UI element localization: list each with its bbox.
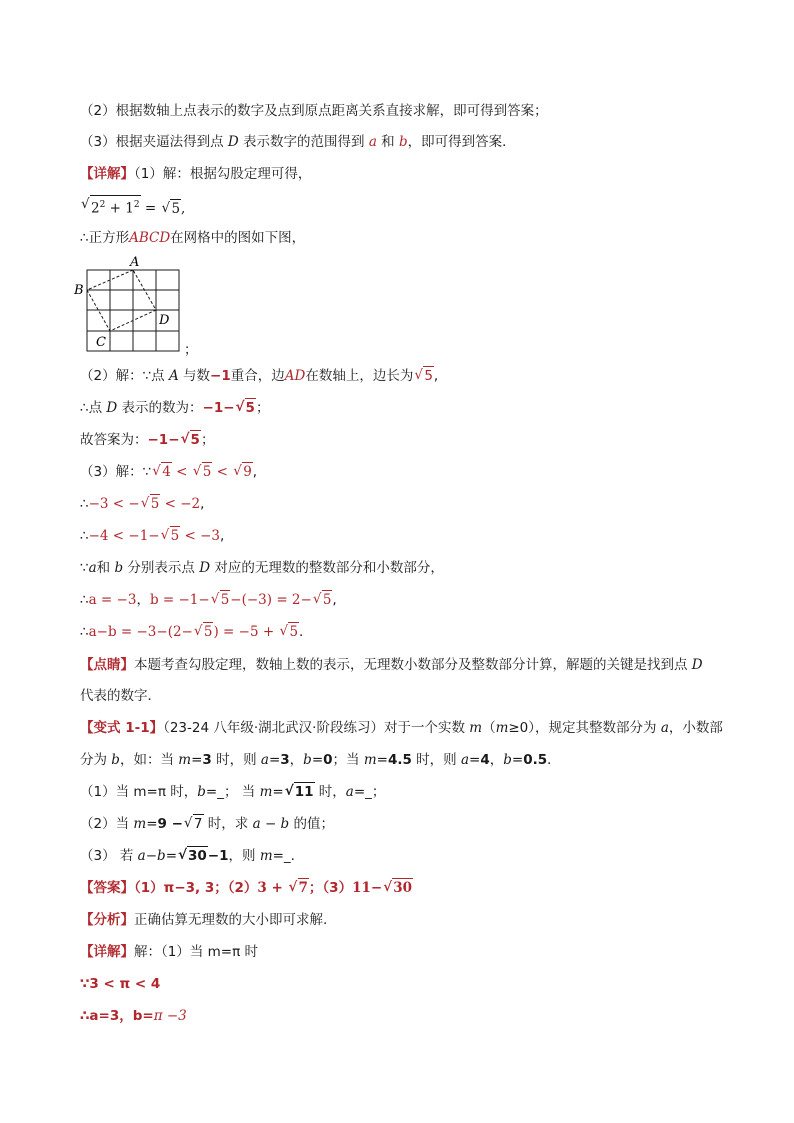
pi-bounds: ∵3 < π < 4	[80, 976, 161, 992]
answer-line: 【答案】（1）π−3, 3；（2）3 + √ 7；（3）11−√ 30	[80, 878, 734, 898]
label-a: A	[130, 255, 140, 270]
part2-solution: （2）解：∵点 A 与数−1重合，边AD在数轴上，边长为√ 5,	[80, 366, 734, 386]
summary-comment-continued: 代表的数字．	[80, 688, 161, 704]
square-grid-figure	[70, 254, 200, 354]
part2-answer: 故答案为：−1−√ 5；	[80, 430, 734, 450]
a-minus-b-result: ∴a−b = −3−(2−√ 5) = −5 + √ 5.	[80, 622, 734, 642]
analysis-step-3: （3）根据夹逼法得到点 D 表示数字的范围得到 a 和 b，即可得到答案．	[80, 134, 516, 150]
variant-problem-intro: 【变式 1-1】（23-24 八年级·湖北武汉·阶段练习）对于一个实数 m（m≥0），规定其整数部分为 a，小数部	[80, 720, 723, 736]
square-abcd	[87, 270, 156, 331]
variant-question-1: （1）当 m=π 时，b=_； 当 m=√ 11 时，a=_；	[80, 782, 734, 802]
variant-problem-example: 分为 b，如：当 m=3 时，则 a=3，b=0；当 m=4.5 时，则 a=4，b=0.5．	[80, 752, 561, 768]
analysis-line: 【分析】正确估算无理数的大小即可求解.	[80, 912, 328, 928]
pi-parts: ∴a=3，b=π −3	[80, 1008, 187, 1024]
inequality-step-1: ∴−3 < −√ 5 < −2,	[80, 494, 734, 514]
ab-values: ∴a = −3，b = −1−√ 5−(−3) = 2−√ 5,	[80, 590, 734, 610]
summary-comment: 【点睛】本题考查勾股定理，数轴上数的表示，无理数小数部分及整数部分计算，解题的关键是找到点 D	[80, 657, 703, 673]
variant-question-3: （3） 若 a−b=√ 30−1，则 m=_.	[80, 846, 734, 866]
detail-heading: 【详解】（1）解：根据勾股定理可得，	[80, 166, 312, 182]
point-d-value: ∴点 D 表示的数为：−1−√ 5；	[80, 398, 734, 418]
analysis-step-2: （2）根据数轴上点表示的数字及点到原点距离关系直接求解，即可得到答案；	[80, 103, 548, 119]
label-c: C	[96, 335, 106, 350]
inequality-step-2: ∴−4 < −1−√ 5 < −3,	[80, 526, 734, 546]
square-caption: ∴正方形ABCD在网格中的图如下图，	[80, 230, 306, 246]
label-b: B	[74, 283, 84, 298]
ab-definition: ∵a和 b 分别表示点 D 对应的无理数的整数部分和小数部分，	[80, 560, 444, 576]
figure-semicolon: ；	[184, 342, 198, 358]
variant-question-2: （2）当 m=9 −√ 7 时，求 a − b 的值；	[80, 814, 734, 834]
label-d: D	[159, 313, 170, 328]
part3-inequality: （3）解：∵√ 4 < √ 5 < √ 9,	[80, 462, 734, 482]
detail-line: 【详解】解：（1）当 m=π 时	[80, 944, 259, 960]
pythagoras-equation: √ $2^2 + 1^2$ = √ 5,	[80, 195, 734, 219]
